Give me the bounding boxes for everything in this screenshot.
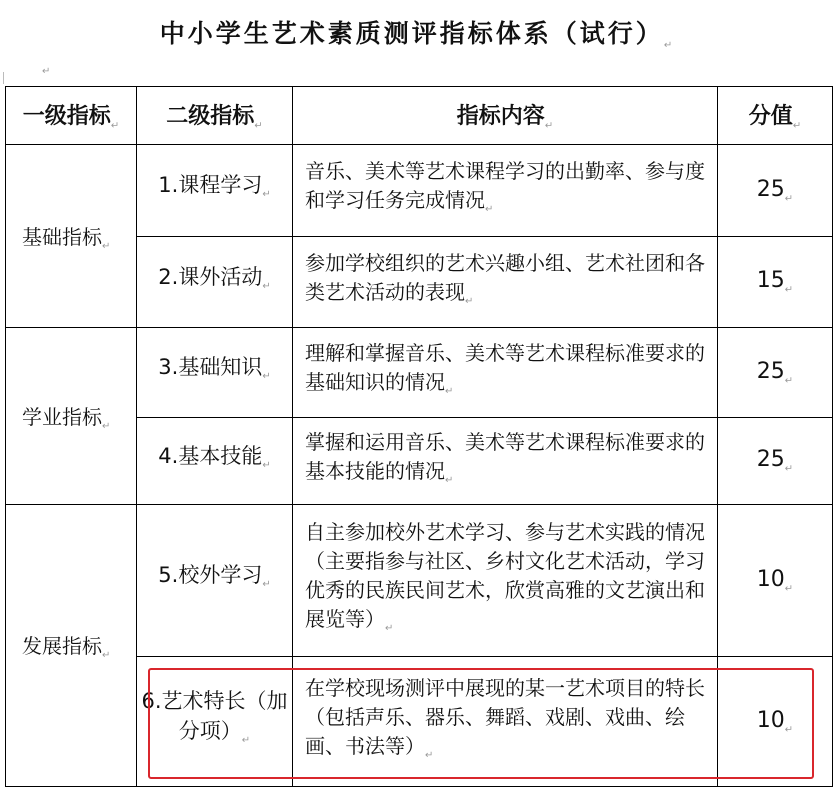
document-title: 中小学生艺术素质测评指标体系（试行）$_↵$ xyxy=(159,19,676,51)
level2-cell: 4.基本技能$_↵$ xyxy=(137,418,293,505)
level1-cell: 基础指标$_↵$ xyxy=(6,145,137,328)
level2-cell: 1.课程学习$_↵$ xyxy=(137,145,293,237)
cell-mark-icon: ↵ xyxy=(784,375,794,387)
header-level1: 一级指标$_↵$ xyxy=(6,87,137,145)
cell-mark-icon: ↵ xyxy=(784,583,794,595)
cell-mark-icon: ↵ xyxy=(784,193,794,205)
header-score: 分值$_↵$ xyxy=(718,87,833,145)
cell-mark-icon: ↵ xyxy=(102,240,111,252)
cell-mark-icon: ↵ xyxy=(784,463,794,475)
cell-mark-icon: ↵ xyxy=(262,281,271,293)
cell-mark-icon: ↵ xyxy=(262,579,271,591)
level2-cell: 6.艺术特长（加分项）$_↵$ xyxy=(137,657,293,787)
cell-mark-icon: ↵ xyxy=(784,284,794,296)
header-content: 指标内容$_↵$ xyxy=(293,87,718,145)
content-cell: 自主参加校外艺术学习、参与艺术实践的情况（主要指参与社区、乡村文化艺术活动，学习优秀的民族民间艺术，欣赏高雅的文艺演出和展览等）$_↵$ xyxy=(293,505,718,657)
content-cell: 音乐、美术等艺术课程学习的出勤率、参与度和学习任务完成情况$_↵$ xyxy=(293,145,718,237)
cell-mark-icon: ↵ xyxy=(262,189,271,201)
paragraph-mark-icon: ↵ xyxy=(42,66,51,77)
cell-mark-icon: ↵ xyxy=(241,735,251,747)
cell-mark-icon: ↵ xyxy=(465,295,474,307)
score-cell: $25_↵$ xyxy=(718,328,833,418)
level2-cell: 5.校外学习$_↵$ xyxy=(137,505,293,657)
table-row xyxy=(6,328,833,418)
cell-mark-icon: ↵ xyxy=(254,120,263,132)
cell-mark-icon: ↵ xyxy=(784,724,794,736)
cell-mark-icon: ↵ xyxy=(102,650,111,661)
score-cell: $25_↵$ xyxy=(718,145,833,237)
paragraph-mark-icon: ↵ xyxy=(663,40,676,51)
cell-mark-icon: ↵ xyxy=(445,386,454,397)
table-row xyxy=(6,505,833,657)
header-level2: 二级指标$_↵$ xyxy=(137,87,293,145)
content-cell: 在学校现场测评中展现的某一艺术项目的特长（包括声乐、器乐、舞蹈、戏剧、戏曲、绘画、书法等）$_↵$ xyxy=(293,657,718,787)
content-cell: 掌握和运用音乐、美术等艺术课程标准要求的基本技能的情况$_↵$ xyxy=(293,418,718,505)
cell-mark-icon: ↵ xyxy=(485,204,494,215)
margin-corner-mark xyxy=(3,72,8,84)
content-cell: 理解和掌握音乐、美术等艺术课程标准要求的基础知识的情况$_↵$ xyxy=(293,328,718,418)
level2-cell: 2.课外活动$_↵$ xyxy=(137,237,293,328)
score-cell: $10_↵$ xyxy=(718,505,833,657)
table-header-row xyxy=(6,87,833,145)
score-cell: $25_↵$ xyxy=(718,418,833,505)
cell-mark-icon: ↵ xyxy=(110,120,120,132)
score-cell: $15_↵$ xyxy=(718,237,833,328)
content-cell: 参加学校组织的艺术兴趣小组、艺术社团和各类艺术活动的表现$_↵$ xyxy=(293,237,718,328)
cell-mark-icon: ↵ xyxy=(425,749,434,761)
score-cell: $10_↵$ xyxy=(718,657,833,787)
level1-cell: 学业指标$_↵$ xyxy=(6,328,137,505)
cell-mark-icon: ↵ xyxy=(792,120,802,132)
cell-mark-icon: ↵ xyxy=(445,474,454,486)
cell-mark-icon: ↵ xyxy=(262,371,271,383)
level1-cell: 发展指标$_↵$ xyxy=(6,505,137,787)
level2-cell: 3.基础知识$_↵$ xyxy=(137,328,293,418)
cell-mark-icon: ↵ xyxy=(385,623,394,634)
cell-mark-icon: ↵ xyxy=(262,460,271,472)
table-row xyxy=(6,145,833,237)
indicator-table xyxy=(5,86,833,787)
cell-mark-icon: ↵ xyxy=(102,420,111,432)
cell-mark-icon: ↵ xyxy=(544,120,554,132)
